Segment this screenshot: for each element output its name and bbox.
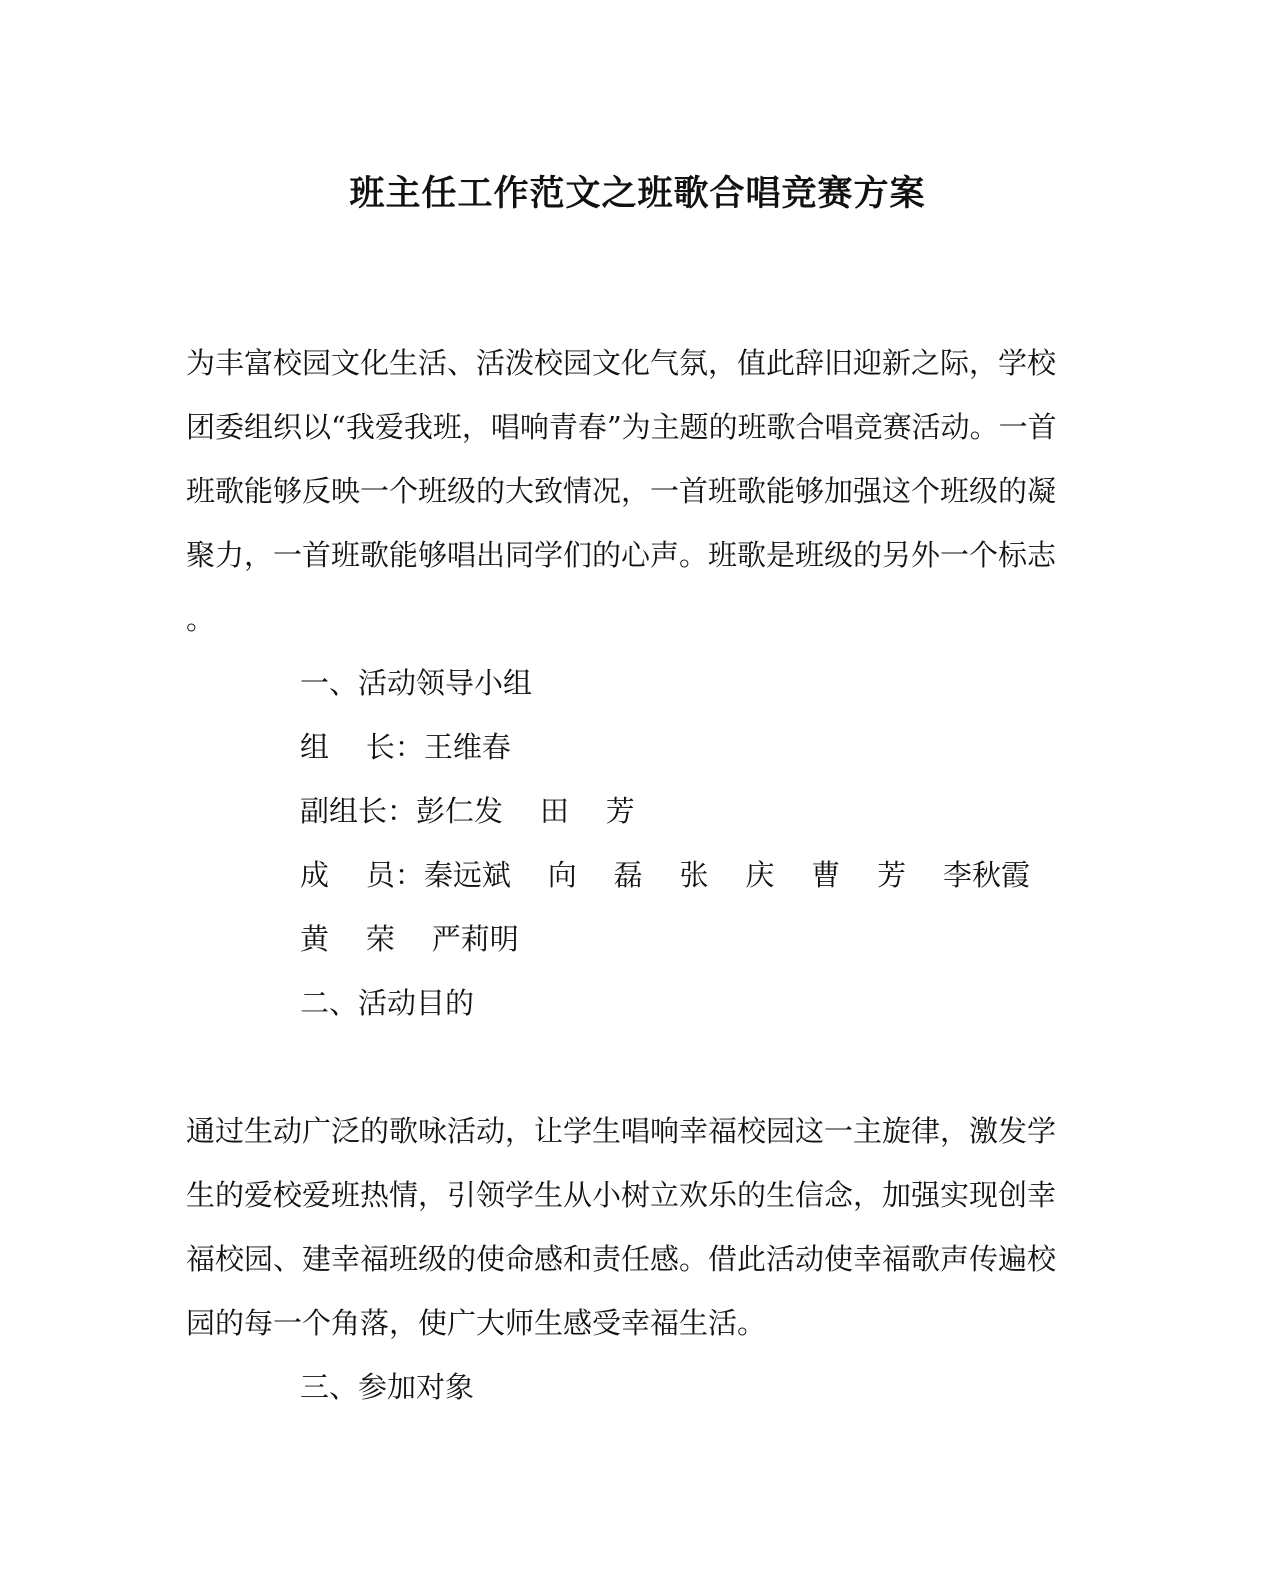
purpose-line: 生的爱校爱班热情，引领学生从小树立欢乐的生信念，加强实现创幸 bbox=[186, 1178, 1057, 1212]
members-line: 成 员：秦远斌 向 磊 张 庆 曹 芳 李秋霞 bbox=[300, 858, 1030, 892]
purpose-paragraph bbox=[186, 1099, 1057, 1355]
purpose-line: 通过生动广泛的歌咏活动，让学生唱响幸福校园这一主旋律，激发学 bbox=[186, 1114, 1057, 1148]
members-line-2: 黄 荣 严莉明 bbox=[300, 922, 519, 956]
section3-heading: 三、参加对象 bbox=[300, 1370, 475, 1404]
intro-line: 为丰富校园文化生活、活泼校园文化气氛，值此辞旧迎新之际，学校 bbox=[186, 346, 1057, 380]
purpose-line: 园的每一个角落，使广大师生感受幸福生活。 bbox=[186, 1306, 767, 1340]
deputy-line: 副组长：彭仁发 田 芳 bbox=[300, 794, 635, 828]
intro-paragraph bbox=[186, 331, 1057, 651]
leader-line: 组 长：王维春 bbox=[300, 730, 511, 764]
document-title: 班主任工作范文之班歌合唱竞赛方案 bbox=[349, 173, 926, 214]
section1-heading: 一、活动领导小组 bbox=[300, 666, 533, 700]
intro-line: 班歌能够反映一个班级的大致情况，一首班歌能够加强这个班级的凝 bbox=[186, 474, 1057, 508]
intro-line: 聚力，一首班歌能够唱出同学们的心声。班歌是班级的另外一个标志 bbox=[186, 538, 1057, 572]
intro-line: 。 bbox=[186, 602, 216, 636]
section2-heading: 二、活动目的 bbox=[300, 986, 475, 1020]
purpose-line: 福校园、建幸福班级的使命感和责任感。借此活动使幸福歌声传遍校 bbox=[186, 1242, 1057, 1276]
intro-line: 团委组织以“我爱我班，唱响青春”为主题的班歌合唱竞赛活动。一首 bbox=[186, 410, 1057, 444]
